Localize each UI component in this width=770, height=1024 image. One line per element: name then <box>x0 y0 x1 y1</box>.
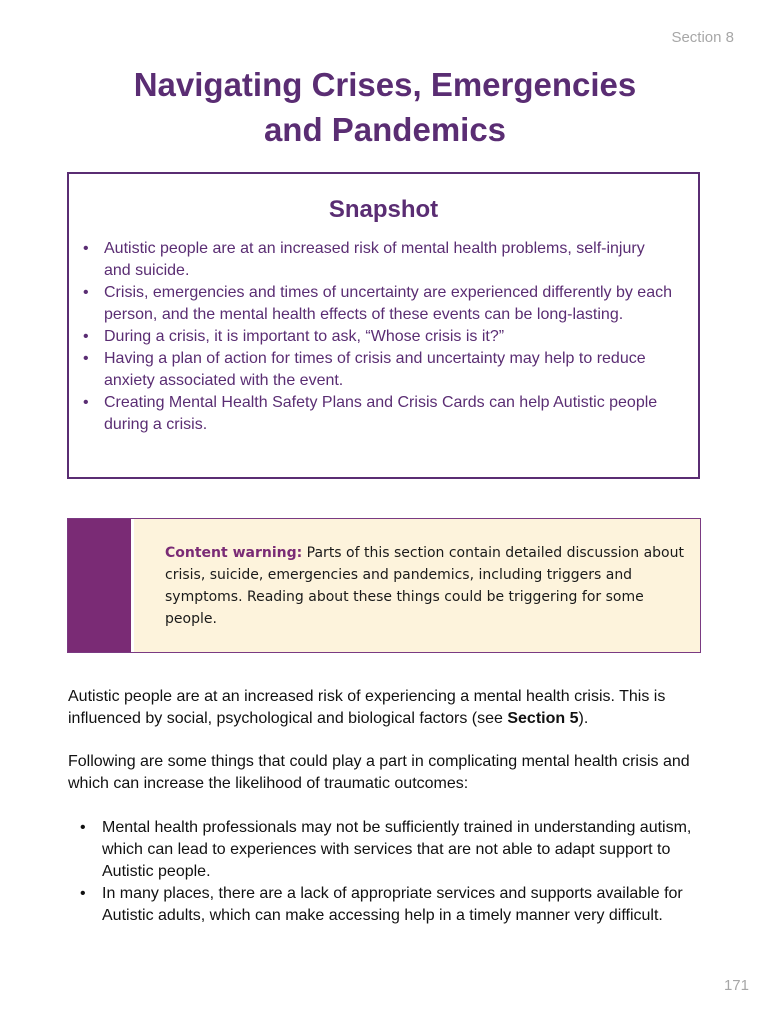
snapshot-item-text: Creating Mental Health Safety Plans and Crisis Cards can help Autistic people during a crisis. <box>104 394 658 433</box>
snapshot-item <box>83 348 673 392</box>
page-title <box>0 62 770 152</box>
body-paragraph-1-end: ). <box>578 710 589 727</box>
snapshot-title: Snapshot <box>328 196 439 223</box>
page-title-line-1: Navigating Crises, Emergencies <box>133 66 637 103</box>
snapshot-item-text: Autistic people are at an increased risk of mental health problems, self-injury and suicide. <box>104 240 645 279</box>
bullet-icon: • <box>83 350 89 367</box>
snapshot-list <box>83 238 673 436</box>
body-paragraph-2: Following are some things that could play a part in complicating mental health crisis and which can increase the likelihood of traumatic outcomes: <box>68 753 690 792</box>
snapshot-item <box>83 326 673 348</box>
snapshot-item-text: Having a plan of action for times of crisis and uncertainty may help to reduce anxiety associated with the event. <box>104 350 646 389</box>
content-warning-box <box>67 518 701 653</box>
section-label: Section 8 <box>671 29 734 46</box>
snapshot-item-text: During a crisis, it is important to ask, “Whose crisis is it?” <box>104 328 505 345</box>
content-warning-body: Parts of this section contain detailed discussion about crisis, suicide, emergencies and pandemics, including triggers and symptoms. Reading about these things could be triggering for some people. <box>165 545 684 627</box>
snapshot-item-text: Crisis, emergencies and times of uncertainty are experienced differently by each person, and the mental health effects of these events can be long-lasting. <box>104 284 672 323</box>
body-bullet-list <box>80 817 700 927</box>
body-list-item <box>80 883 700 927</box>
content-warning-text <box>165 542 685 630</box>
snapshot-item <box>83 238 673 282</box>
bullet-icon: • <box>83 284 89 301</box>
page-title-line-2: and Pandemics <box>263 111 507 148</box>
snapshot-box <box>67 172 700 479</box>
body-paragraph-1 <box>68 686 718 730</box>
body-list-item <box>80 817 700 883</box>
bullet-icon: • <box>80 819 86 836</box>
bullet-icon: • <box>83 240 89 257</box>
snapshot-item <box>83 392 673 436</box>
page-number: 171 <box>723 977 749 994</box>
bullet-icon: • <box>83 394 89 411</box>
content-warning-accent-bar <box>68 519 131 652</box>
body-list-item-text: Mental health professionals may not be sufficiently trained in understanding autism, which can lead to experiences with services that are not able to adapt support to Autistic people. <box>102 819 692 880</box>
body-list-item-text: In many places, there are a lack of appropriate services and supports available for Autistic adults, which can make accessing help in a timely manner very difficult. <box>102 885 683 924</box>
body-paragraph-1-text: Autistic people are at an increased risk of experiencing a mental health crisis. This is influenced by social, psychological and biological factors (see <box>68 688 666 727</box>
bullet-icon: • <box>83 328 89 345</box>
section-5-reference: Section 5 <box>507 710 579 727</box>
snapshot-item <box>83 282 673 326</box>
bullet-icon: • <box>80 885 86 902</box>
content-warning-label: Content warning: <box>165 545 303 561</box>
content-warning-panel <box>131 519 700 652</box>
